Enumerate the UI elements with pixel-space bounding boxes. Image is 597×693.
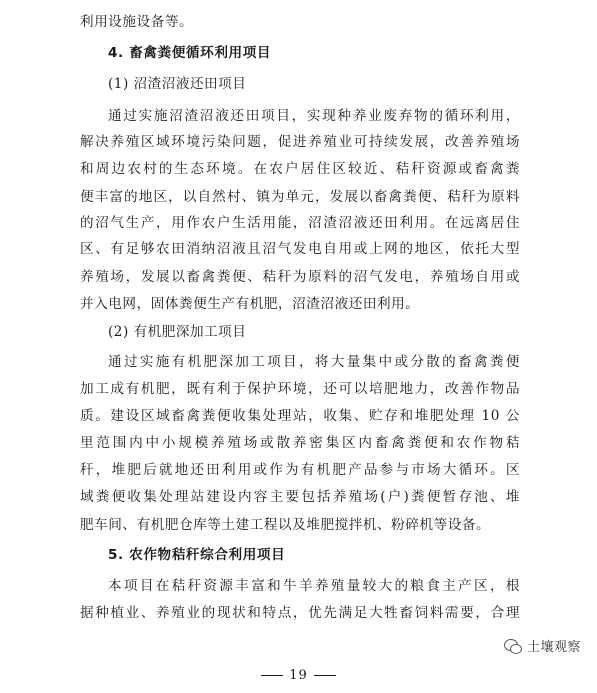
subsection-heading: (1) 沼渣沼液还田项目	[108, 76, 247, 92]
watermark-text: 土壤观察	[526, 640, 581, 655]
text-line: 区、有足够农田消纳沼液且沼气发电自用或上网的地区，依托大型	[80, 241, 520, 257]
text-line: 并入电网，固体粪便生产有机肥，沼渣沼液还田利用。	[80, 296, 420, 312]
section-heading: 5. 农作物秸秆综合利用项目	[108, 547, 286, 563]
subsection-heading: (2) 有机肥深加工项目	[108, 324, 247, 340]
text-line: 便丰富的地区，以自然村、镇为单元，发展以畜禽粪便、秸秆为原料	[80, 189, 520, 205]
text-line: 据种植业、养殖业的现状和特点，优先满足大牲畜饲料需要，合理	[80, 605, 520, 621]
text-line: 秆，堆肥后就地还田利用或作为有机肥产品参与市场大循环。区	[80, 462, 520, 478]
section-heading: 4. 畜禽粪便循环利用项目	[108, 45, 272, 61]
text-line: 里范围内中小规模养殖场或散养密集区内畜禽粪便和农作物秸	[80, 435, 520, 451]
text-line: 通过实施有机肥深加工项目，将大量集中或分散的畜禽粪便	[108, 354, 520, 370]
wechat-icon	[504, 638, 522, 654]
page-number	[0, 668, 597, 683]
text-line: 和周边农村的生态环境。在农户居住区较近、秸秆资源或畜禽粪	[80, 161, 520, 177]
text-line: 利用设施设备等。	[80, 14, 194, 30]
page-number-dash-left	[261, 675, 283, 676]
text-line: 通过实施沼渣沼液还田项目，实现种养业废弃物的循环利用，	[108, 108, 520, 124]
text-line: 的沼气生产，用作农户生活用能，沼渣沼液还田利用。在远离居住	[80, 215, 520, 231]
text-line: 加工成有机肥，既有利于保护环境，还可以培肥地力，改善作物品	[80, 381, 520, 397]
page-number-value: 19	[289, 668, 308, 683]
text-line: 养殖场，发展以畜禽粪便、秸秆为原料的沼气发电，养殖场自用或	[80, 269, 520, 285]
page-number-dash-right	[314, 675, 336, 676]
text-line: 域粪便收集处理站建设内容主要包括养殖场(户)粪便暂存池、堆	[80, 489, 520, 505]
watermark	[500, 634, 585, 657]
text-line: 质。建设区域畜禽粪便收集处理站，收集、贮存和堆肥处理 10 公	[80, 408, 520, 424]
text-line: 解决养殖区域环境污染问题，促进养殖业可持续发展，改善养殖场	[80, 134, 520, 150]
text-line: 肥车间、有机肥仓库等土建工程以及堆肥搅拌机、粉碎机等设备。	[80, 517, 491, 533]
text-line: 本项目在秸秆资源丰富和牛羊养殖量较大的粮食主产区，根	[108, 578, 520, 594]
